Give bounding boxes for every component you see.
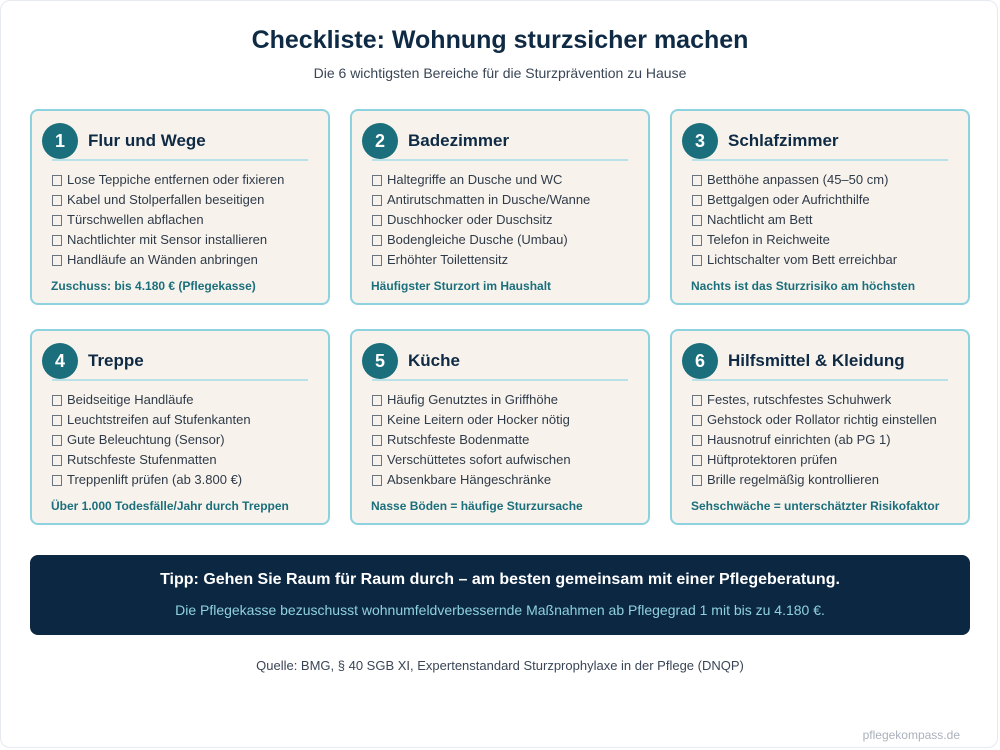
number-badge: 1 [42, 123, 78, 159]
checklist-item[interactable] [52, 430, 251, 450]
checkbox-icon[interactable] [692, 435, 702, 446]
card-title: Treppe [88, 351, 144, 370]
number-badge: 2 [362, 123, 398, 159]
checklist-item-label: Betthöhe anpassen (45–50 cm) [707, 172, 889, 187]
checkbox-icon[interactable] [692, 395, 702, 406]
checkbox-icon[interactable] [372, 455, 382, 466]
card-note: Häufigster Sturzort im Haushalt [371, 279, 552, 293]
checklist-item[interactable] [372, 410, 571, 430]
checklist [52, 170, 284, 270]
checklist-item-label: Nachtlicht am Bett [707, 212, 813, 227]
checklist [372, 390, 571, 490]
checkbox-icon[interactable] [52, 475, 62, 486]
page-title: Checkliste: Wohnung sturzsicher machen [251, 26, 749, 54]
checklist-item[interactable] [52, 210, 284, 230]
checklist-item-label: Haltegriffe an Dusche und WC [387, 172, 563, 187]
source-note: Quelle: BMG, § 40 SGB XI, Expertenstandard Sturzprophylaxe in der Pflege (DNQP) [256, 658, 744, 673]
checkbox-icon[interactable] [692, 475, 702, 486]
checklist-item[interactable] [692, 430, 937, 450]
checklist-item[interactable] [692, 170, 897, 190]
card-note: Zuschuss: bis 4.180 € (Pflegekasse) [51, 279, 256, 293]
checklist-item[interactable] [372, 230, 590, 250]
checkbox-icon[interactable] [372, 215, 382, 226]
area-card-treppe [30, 329, 330, 525]
checklist-item[interactable] [372, 450, 571, 470]
checklist-item[interactable] [692, 190, 897, 210]
checklist-item[interactable] [372, 190, 590, 210]
card-title: Küche [408, 351, 460, 370]
checklist [372, 170, 590, 270]
checklist-item-label: Hüftprotektoren prüfen [707, 452, 838, 467]
checklist-item[interactable] [692, 250, 897, 270]
checklist-item[interactable] [372, 250, 590, 270]
checkbox-icon[interactable] [372, 235, 382, 246]
checklist-item[interactable] [692, 470, 937, 490]
checkbox-icon[interactable] [52, 255, 62, 266]
checklist-item-label: Keine Leitern oder Hocker nötig [387, 412, 570, 427]
checklist-item[interactable] [52, 230, 284, 250]
checkbox-icon[interactable] [372, 415, 382, 426]
checkbox-icon[interactable] [52, 215, 62, 226]
card-title: Hilfsmittel & Kleidung [728, 351, 905, 370]
area-card-bad [350, 109, 650, 305]
area-card-flur [30, 109, 330, 305]
card-note: Nasse Böden = häufige Sturzursache [371, 499, 583, 513]
checklist [692, 170, 897, 270]
checklist-item[interactable] [52, 250, 284, 270]
checklist-item[interactable] [52, 470, 251, 490]
checkbox-icon[interactable] [692, 415, 702, 426]
checklist-item-label: Türschwellen abflachen [67, 212, 204, 227]
checklist-item[interactable] [372, 210, 590, 230]
checklist-item-label: Handläufe an Wänden anbringen [67, 252, 258, 267]
checklist-item-label: Rutschfeste Bodenmatte [387, 432, 530, 447]
card-header [362, 343, 460, 379]
checklist-item[interactable] [372, 390, 571, 410]
divider [692, 379, 948, 381]
checklist-item-label: Antirutschmatten in Dusche/Wanne [387, 192, 591, 207]
number-badge: 5 [362, 343, 398, 379]
card-header [362, 123, 509, 159]
tip-text: Die Pflegekasse bezuschusst wohnumfeldverbessernde Maßnahmen ab Pflegegrad 1 mit bis zu 4.180 €. [175, 602, 825, 618]
checklist-item-label: Lichtschalter vom Bett erreichbar [707, 252, 898, 267]
checklist-item-label: Rutschfeste Stufenmatten [67, 452, 217, 467]
checklist-item[interactable] [52, 410, 251, 430]
checkbox-icon[interactable] [52, 235, 62, 246]
checklist-item-label: Lose Teppiche entfernen oder fixieren [67, 172, 285, 187]
checklist-item-label: Treppenlift prüfen (ab 3.800 €) [67, 472, 243, 487]
area-card-hilfsmittel [670, 329, 970, 525]
checkbox-icon[interactable] [692, 255, 702, 266]
checklist-item-label: Erhöhter Toilettensitz [387, 252, 509, 267]
checklist-item-label: Nachtlichter mit Sensor installieren [67, 232, 268, 247]
card-note: Über 1.000 Todesfälle/Jahr durch Treppen [51, 499, 289, 513]
checklist [52, 390, 251, 490]
card-note: Nachts ist das Sturzrisiko am höchsten [691, 279, 916, 293]
tip-banner [30, 555, 970, 635]
checkbox-icon[interactable] [372, 175, 382, 186]
checklist-item-label: Hausnotruf einrichten (ab PG 1) [707, 432, 891, 447]
checklist-item-label: Festes, rutschfestes Schuhwerk [707, 392, 892, 407]
divider [692, 159, 948, 161]
checklist-item[interactable] [52, 170, 284, 190]
number-badge: 6 [682, 343, 718, 379]
checklist-item[interactable] [692, 450, 937, 470]
divider [52, 159, 308, 161]
checklist-item-label: Kabel und Stolperfallen beseitigen [67, 192, 265, 207]
card-header [42, 123, 206, 159]
checklist-item-label: Häufig Genutztes in Griffhöhe [387, 392, 559, 407]
checklist-item-label: Gute Beleuchtung (Sensor) [67, 432, 225, 447]
checklist-item-label: Verschüttetes sofort aufwischen [387, 452, 571, 467]
divider [372, 159, 628, 161]
area-card-kueche [350, 329, 650, 525]
checklist-item-label: Duschhocker oder Duschsitz [387, 212, 553, 227]
checklist-item-label: Telefon in Reichweite [707, 232, 830, 247]
checkbox-icon[interactable] [52, 455, 62, 466]
tip-title: Tipp: Gehen Sie Raum für Raum durch – am besten gemeinsam mit einer Pflegeberatung. [160, 571, 840, 588]
card-title: Flur und Wege [88, 131, 206, 150]
checkbox-icon[interactable] [52, 175, 62, 186]
divider [52, 379, 308, 381]
checkbox-icon[interactable] [692, 455, 702, 466]
brand-watermark: pflegekompass.de [862, 728, 960, 742]
card-note: Sehschwäche = unterschätzter Risikofaktor [691, 499, 940, 513]
checklist-item-label: Bodengleiche Dusche (Umbau) [387, 232, 568, 247]
checklist-item-label: Brille regelmäßig kontrollieren [707, 472, 879, 487]
area-card-schlafzimmer [670, 109, 970, 305]
checklist-item[interactable] [372, 430, 571, 450]
checklist-item-label: Leuchtstreifen auf Stufenkanten [67, 412, 251, 427]
divider [372, 379, 628, 381]
checklist-item-label: Bettgalgen oder Aufrichthilfe [707, 192, 870, 207]
checklist-item-label: Gehstock oder Rollator richtig einstellen [707, 412, 937, 427]
checklist-item-label: Absenkbare Hängeschränke [387, 472, 552, 487]
card-header [682, 123, 839, 159]
checkbox-icon[interactable] [372, 435, 382, 446]
checklist-item[interactable] [692, 230, 897, 250]
number-badge: 4 [42, 343, 78, 379]
card-header [682, 343, 905, 379]
checklist [692, 390, 937, 490]
card-header [42, 343, 144, 379]
checklist-item[interactable] [372, 470, 571, 490]
checklist-item[interactable] [52, 190, 284, 210]
checkbox-icon[interactable] [52, 195, 62, 206]
checkbox-icon[interactable] [372, 195, 382, 206]
checklist-item[interactable] [692, 410, 937, 430]
checklist-item[interactable] [692, 210, 897, 230]
checklist-item[interactable] [52, 390, 251, 410]
checkbox-icon[interactable] [52, 415, 62, 426]
checkbox-icon[interactable] [372, 395, 382, 406]
checkbox-icon[interactable] [692, 235, 702, 246]
checklist-item[interactable] [692, 390, 937, 410]
checkbox-icon[interactable] [372, 255, 382, 266]
checkbox-icon[interactable] [692, 195, 702, 206]
checklist-item-label: Beidseitige Handläufe [67, 392, 194, 407]
card-title: Schlafzimmer [728, 131, 839, 150]
checkbox-icon[interactable] [692, 215, 702, 226]
checklist-item[interactable] [372, 170, 590, 190]
checkbox-icon[interactable] [52, 435, 62, 446]
checkbox-icon[interactable] [372, 475, 382, 486]
checklist-grid [30, 109, 970, 525]
page-subtitle: Die 6 wichtigsten Bereiche für die Sturzprävention zu Hause [313, 65, 687, 81]
checkbox-icon[interactable] [692, 175, 702, 186]
checklist-item[interactable] [52, 450, 251, 470]
checkbox-icon[interactable] [52, 395, 62, 406]
card-title: Badezimmer [408, 131, 510, 150]
number-badge: 3 [682, 123, 718, 159]
